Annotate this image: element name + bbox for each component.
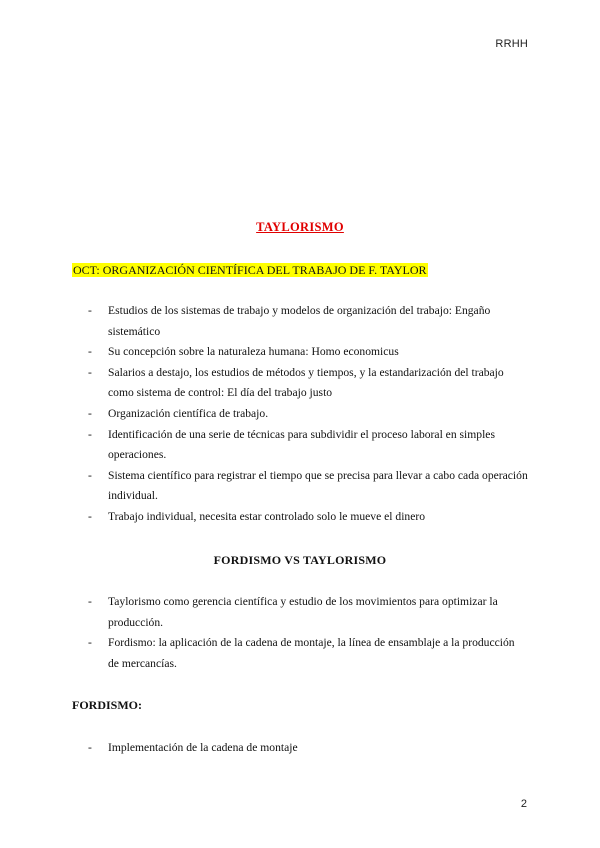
list-item	[88, 633, 528, 674]
list-item-text: Sistema científico para registrar el tiempo que se precisa para llevar a cabo cada operación individual.	[108, 468, 528, 503]
list-item-text: Trabajo individual, necesita estar controlado solo le mueve el dinero	[108, 509, 426, 523]
list-item-text: Taylorismo como gerencia científica y estudio de los movimientos para optimizar la producción.	[108, 595, 498, 629]
list-item-text: Su concepción sobre la naturaleza humana: Homo economicus	[108, 345, 399, 359]
list-item	[88, 342, 528, 363]
bullet-dash: -	[88, 304, 92, 317]
bullet-dash: -	[88, 595, 92, 608]
list-item	[88, 507, 528, 528]
comparison-list	[88, 592, 528, 674]
list-item	[88, 301, 528, 342]
list-item-text: Estudios de los sistemas de trabajo y modelos de organización del trabajo: Engaño sistemático	[108, 304, 491, 338]
list-item-text: Salarios a destajo, los estudios de métodos y tiempos, y la estandarización del trabajo como sistema de control: El día del trabajo justo	[108, 365, 504, 400]
list-item	[88, 738, 528, 759]
list-item-text: Identificación de una serie de técnicas para subdividir el proceso laboral en simples operaciones.	[108, 427, 495, 462]
list-item	[88, 425, 528, 466]
bullet-dash: -	[88, 365, 92, 379]
fordismo-list	[88, 738, 528, 759]
page-header: RRHH	[495, 38, 528, 50]
list-item-text: Fordismo: la aplicación de la cadena de montaje, la línea de ensamblaje a la producción de mercancías.	[108, 636, 515, 670]
taylorismo-list	[88, 301, 528, 528]
list-item	[88, 592, 528, 633]
fordismo-heading: FORDISMO:	[72, 698, 142, 712]
list-item	[88, 363, 528, 404]
bullet-dash: -	[88, 427, 92, 441]
bullet-dash: -	[88, 741, 92, 754]
highlighted-subtitle: OCT: ORGANIZACIÓN CIENTÍFICA DEL TRABAJO DE F. TAYLOR	[73, 263, 427, 277]
bullet-dash: -	[88, 509, 92, 523]
bullet-dash: -	[88, 345, 92, 359]
list-item	[88, 466, 528, 507]
bullet-dash: -	[88, 636, 92, 650]
page-number: 2	[520, 798, 527, 810]
list-item-text: Organización científica de trabajo.	[108, 406, 269, 420]
comparison-heading: FORDISMO VS TAYLORISMO	[213, 553, 387, 567]
bullet-dash: -	[88, 406, 92, 420]
list-item-text: Implementación de la cadena de montaje	[108, 741, 298, 754]
list-item	[88, 404, 528, 425]
bullet-dash: -	[88, 468, 92, 482]
page-title: TAYLORISMO	[256, 220, 344, 234]
